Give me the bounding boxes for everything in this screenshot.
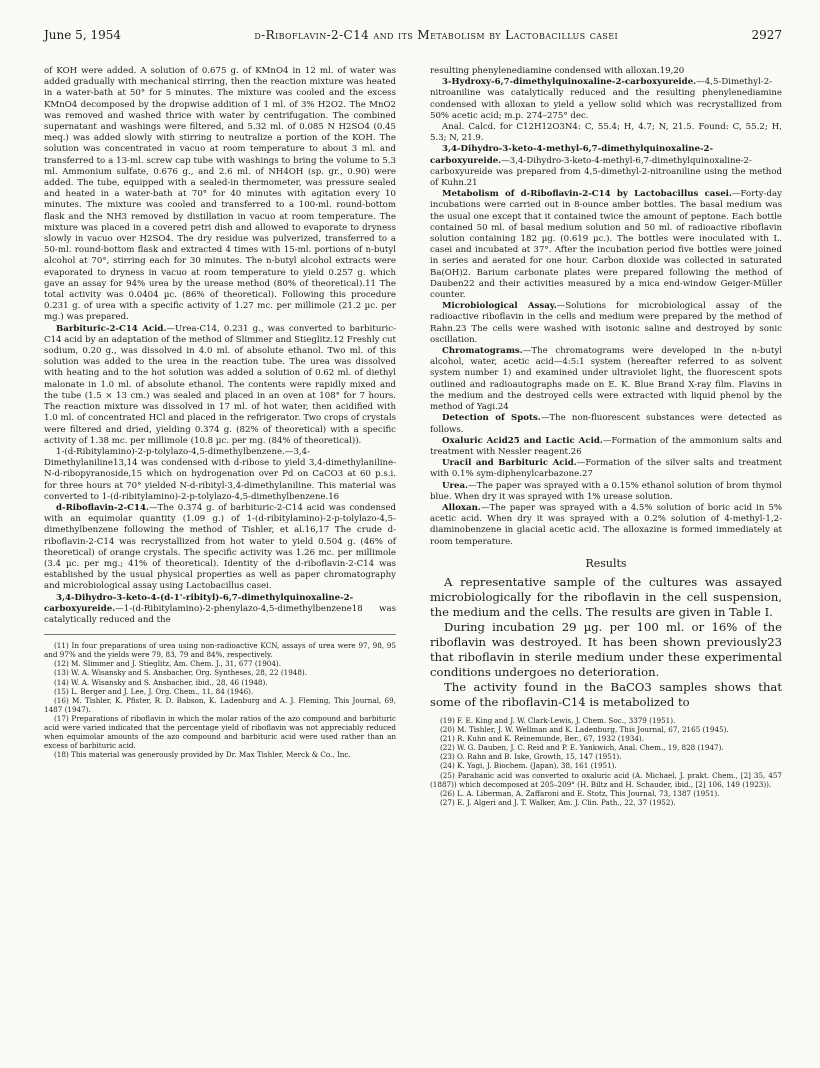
paragraph: 1-(d-Ribitylamino)-2-p-tolylazo-4,5-dimethylbenzene.—3,4-Dimethylaniline13,14 was condensed with d-ribose to yield 3,4-dimethylaniline-N-d-ribopyranoside,15 which on hydrogenation over Pd on CaCO3 at 60 p.s.i. for three hours at 70° yielded N-d-ribityl-3,4-dimethylaniline. This material was converted to 1-(d-ribitylamino)-2-p-tolylazo-4,5-dimethylbenzene.16: [44, 446, 396, 502]
footnote: (19) F. E. King and J. W. Clark-Lewis, J. Chem. Soc., 3379 (1951).: [440, 715, 676, 725]
paragraph: Chromatograms.—The chromatograms were developed in the n-butyl alcohol, water, acetic acid—4:5:1 system (hereafter referred to as solvent system number 1) and examined under ultraviolet light, the fluorescent spots outlined and radioautographs made on E. K. Blue Brand X-ray film. Flavins in the medium and the destroyed cells were extracted with liquid phenol by the method of Yagi.24: [430, 346, 782, 413]
footnote: (12) M. Slimmer and J. Stieglitz, Am. Chem. J., 31, 677 (1904).: [54, 659, 282, 669]
footnote: (20) M. Tishler, J. W. Wellman and K. Ladenburg, This Journal, 67, 2165 (1945).: [440, 725, 729, 735]
paragraph: resulting phenylenediamine condensed with alloxan.19,20: [430, 66, 685, 76]
paragraph: Barbituric-2-C14 Acid.—Urea-C14, 0.231 g., was converted to barbituric-C14 acid by an adaptation of the method of Slimmer and Stieglitz.12 Freshly cut sodium, 0.20 g., was dissolved in 4.0 ml. of absolute ethanol. Two ml. of this solution was added to the urea in the reaction tube. The urea was dissolved with heating and to the hot solution was added a solution of 0.62 ml. of diethyl malonate in 1.0 ml. of absolute ethanol. The contents were rapidly mixed and the tube (1.5 × 13 cm.) was sealed and placed in an oven at 108° for 7 hours. The reaction mixture was dissolved in 17 ml. of hot water, then acidified with 1.0 ml. of concentrated HCl and placed in the refrigerator. Two crops of crystals were filtered and dried, yielding 0.374 g. (82% of theoretical) with a specific activity of 1.38 mc. per millimole (10.8 µc. per mg. (84% of theoretical)).: [44, 323, 397, 446]
footnote: (21) R. Kuhn and K. Reinemunde, Ber., 67, 1932 (1934).: [440, 734, 644, 744]
results-section: [430, 575, 782, 710]
header-date: June 5, 1954: [44, 28, 121, 42]
footnotes: [44, 634, 396, 759]
paragraph: d-Riboflavin-2-C14.—The 0.374 g. of barbituric-2-C14 acid was condensed with an equimolar quantity (1.09 g.) of 1-(d-ribitylamino)-2-p-tolylazo-4,5-dimethylbenzene following the method of Tishler, et al.16,17 The crude d-riboflavin-2-C14 was recrystallized from hot water to yield 0.504 g. (46% of theoretical) of orange crystals. The specific activity was 1.26 mc. per millimole (3.4 µc. per mg.; 41% of theoretical). Identity of the d-riboflavin-2-C14 was established by the usual physical properties as well as paper chromatography and microbiological assay using Lactobacillus casei.: [44, 502, 396, 592]
footnote: (24) K. Yagi, J. Biochem. (Japan), 38, 161 (1951).: [440, 761, 617, 771]
footnote: (16) M. Tishler, K. Pfister, R. D. Babson, K. Ladenburg and A. J. Fleming, This Journal, 69, 1487 (1947).: [44, 695, 396, 714]
left-column: [44, 66, 396, 759]
footnote: (26) L. A. Liberman, A. Zaffaroni and E. Stotz, This Journal, 73, 1387 (1951).: [440, 788, 720, 798]
paragraph: A representative sample of the cultures was assayed microbiologically for the riboflavin in the cell suspension, the medium and the cells. The results are given in Table I.: [430, 574, 782, 619]
footnote: (15) L. Berger and J. Lee, J. Org. Chem., 11, 84 (1946).: [54, 686, 254, 696]
section-head: 1-(d-Ribitylamino)-2-p-tolylazo-4,5-dimethylbenzene.: [56, 446, 285, 457]
section-head: Barbituric-2-C14 Acid.: [56, 323, 167, 334]
section-head: Detection of Spots.: [442, 413, 541, 424]
header-title: d-Riboflavin-2-C14 and its Metabolism by Lactobacillus casei: [254, 28, 619, 42]
footnote: (17) Preparations of riboflavin in which the molar ratios of the azo compound and barbituric acid were varied indicated that the percentage yield of riboflavin was not appreciably reduced when equimolar amounts of the azo compound and barbituric acid were used rather than an excess of barbituric acid.: [44, 713, 396, 751]
section-head: Oxaluric Acid25 and Lactic Acid.: [442, 435, 603, 446]
paragraph: 3,4-Dihydro-3-keto-4-methyl-6,7-dimethylquinoxaline-2-carboxyureide.—3,4-Dihydro-3-keto-4-methyl-6,7-dimethylquinoxaline-2-carboxyureide was prepared from 4,5-dimethyl-2-nitroaniline using the method of Kuhn.21: [430, 144, 782, 189]
footnote: (11) In four preparations of urea using non-radioactive KCN, assays of urea were 97, 98, 95 and 97% and the yields were 79, 83, 79 and 84%, respectively.: [44, 641, 396, 660]
footnote: (23) O. Rahn and B. Iske, Growth, 15, 147 (1951).: [440, 752, 622, 762]
paragraph: Detection of Spots.—The non-fluorescent substances were detected as follows.: [430, 413, 783, 435]
section-head: Chromatograms.: [442, 346, 523, 357]
footnote: (13) W. A. Wisansky and S. Ansbacher, Org. Syntheses, 28, 22 (1948).: [54, 668, 308, 678]
paragraph: Anal. Calcd. for C12H12O3N4: C, 55.4; H, 4.7; N, 21.5. Found: C, 55.2; H, 5.3; N, 21.9.: [430, 122, 782, 144]
footnote: (14) W. A. Wisansky and S. Ansbacher, ibid., 28, 46 (1948).: [54, 677, 268, 687]
section-head: Alloxan.: [442, 502, 481, 513]
section-head: Uracil and Barbituric Acid.: [442, 458, 577, 469]
paragraph: Metabolism of d-Riboflavin-2-C14 by Lactobacillus casei.—Forty-day incubations were carried out in 8-ounce amber bottles. The basal medium was the usual one except that it contained twice the amount of peptone. Each bottle contained 50 ml. of basal medium solution and 50 ml. of radioactive riboflavin solution containing 182 µg. (0.619 µc.). The bottles were inoculated with L. casei and incubated at 37°. After the incubation period five bottles were joined in series and aerated for one hour. Carbon dioxide was collected in saturated Ba(OH)2. Barium carbonate plates were prepared following the method of Dauben22 and their activities measured by a mica end-window Geiger-Müller counter.: [430, 189, 782, 301]
footnote: (25) Parabanic acid was converted to oxaluric acid (A. Michael, J. prakt. Chem., [2] 35, 457 (1887)) which decomposed at 205–209° (H. Biltz and H. Schauder, ibid., [2] 106, 149 (1923)).: [430, 770, 782, 789]
paragraph: The activity found in the BaCO3 samples shows that some of the riboflavin-C14 is metabolized to: [430, 679, 782, 709]
footnote: (27) E. J. Algeri and J. T. Walker, Am. J. Clin. Path., 22, 37 (1952).: [440, 797, 676, 807]
paragraph: Alloxan.—The paper was sprayed with a 4.5% solution of boric acid in 5% acetic acid. When dry it was sprayed with a 0.2% solution of 4-methyl-1,2-diaminobenzene in glacial acetic acid. The alloxazine is formed immediately at room temperature.: [430, 502, 782, 547]
paragraph: Urea.—The paper was sprayed with a 0.15% ethanol solution of brom thymol blue. When dry it was sprayed with 1% urease solution.: [430, 480, 782, 502]
section-head: 3-Hydroxy-6,7-dimethylquinoxaline-2-carboxyureide.: [442, 77, 697, 88]
paragraph: Oxaluric Acid25 and Lactic Acid.—Formation of the ammonium salts and treatment with Nessler reagent.26: [430, 435, 782, 457]
footnotes: [430, 716, 782, 807]
footnote: (22) W. G. Dauben, J. C. Reid and P. E. Yankwich, Anal. Chem., 19, 828 (1947).: [440, 743, 724, 753]
footnote: (18) This material was generously provided by Dr. Max Tishler, Merck & Co., Inc.: [54, 750, 351, 760]
paragraph: 3-Hydroxy-6,7-dimethylquinoxaline-2-carboxyureide.—4,5-Dimethyl-2-nitroaniline was catalytically reduced and the resulting phenylenediamine condensed with alloxan to yield a yellow solid which was recrystallized from 50% acetic acid; m.p. 274–275° dec.: [430, 77, 782, 121]
section-head: Metabolism of d-Riboflavin-2-C14 by Lactobacillus casei.: [442, 189, 732, 200]
section-head: Microbiological Assay.: [442, 301, 557, 312]
results-heading: Results: [585, 556, 627, 570]
paragraph: During incubation 29 µg. per 100 ml. or 16% of the riboflavin was destroyed. It has been shown previously23 that riboflavin in sterile medium under these experimental conditions undergoes no deterioration.: [430, 619, 782, 679]
running-header: [44, 28, 782, 48]
section-head: d-Riboflavin-2-C14.: [56, 502, 149, 513]
paragraph: Microbiological Assay.—Solutions for microbiological assay of the radioactive riboflavin in the cells and medium were prepared by the method of Rahn.23 The cells were washed with isotonic saline and destroyed by sonic oscillation.: [430, 301, 782, 345]
right-column: [430, 66, 782, 807]
section-head: 3,4-Dihydro-3-keto-4-methyl-6,7-dimethylquinoxaline-2-carboxyureide.: [430, 144, 714, 166]
section-head: Urea.: [442, 480, 469, 491]
paragraph: Uracil and Barbituric Acid.—Formation of the silver salts and treatment with 0.1% sym-diphenylcarbazone.27: [430, 458, 782, 480]
paragraph: 3,4-Dihydro-3-keto-4-(d-1'-ribityl)-6,7-dimethylquinoxaline-2-carboxyureide.—1-(d-Ribitylamino)-2-phenylazo-4,5-dimethylbenzene18 was catalytically reduced and the: [44, 592, 396, 625]
paragraph: of KOH were added. A solution of 0.675 g. of KMnO4 in 12 ml. of water was added gradually with mechanical stirring, then the reaction mixture was heated in a water-bath at 50° for 5 minutes. The mixture was cooled and the excess KMnO4 decomposed by the dropwise addition of 1 ml. of 3% H2O2. The MnO2 was removed and washed thrice with water by centrifugation. The combined supernatant and washings were filtered, and 5.32 ml. of 0.085 N H2SO4 (0.45 meq.) was added slowly with stirring to neutralize a portion of the KOH. The solution was concentrated in vacuo at room temperature to about 3 ml. and transferred to a 13-ml. screw cap tube with washings to bring the volume to 5.3 ml. Ammonium sulfate, 0.676 g., and 2.6 ml. of NH4OH (sp. gr., 0.90) were added. The tube, equipped with a sealed-in thermometer, was pressure sealed and heated in a water-bath at 70° for 40 minutes with agitation every 10 minutes. The mixture was cooled and transferred to a 100-ml. round-bottom flask and the NH3 removed by distillation in vacuo at room temperature. The mixture was placed in a covered petri dish and allowed to evaporate to dryness slowly in vacuo over H2SO4. The dry residue was pulverized, transferred to a 50-ml. round-bottom flask and extracted 4 times with 15-ml. portions of n-butyl alcohol at 70°, stirring each for 30 minutes. The n-butyl alcohol extracts were evaporated to dryness in vacuo at room temperature to yield 0.257 g. which gave an assay for 94% urea by the urease method (80% of theoretical).11 The total activity was 0.0404 µc. (86% of theoretical). Following this procedure 0.231 g. of urea with a specific activity of 1.27 mc. per millimole (21.2 µc. per mg.) was prepared.: [44, 66, 396, 323]
section-head: 3,4-Dihydro-3-keto-4-(d-1'-ribityl)-6,7-dimethylquinoxaline-2-carboxyureide.: [44, 592, 354, 614]
header-page-number: 2927: [751, 28, 782, 42]
